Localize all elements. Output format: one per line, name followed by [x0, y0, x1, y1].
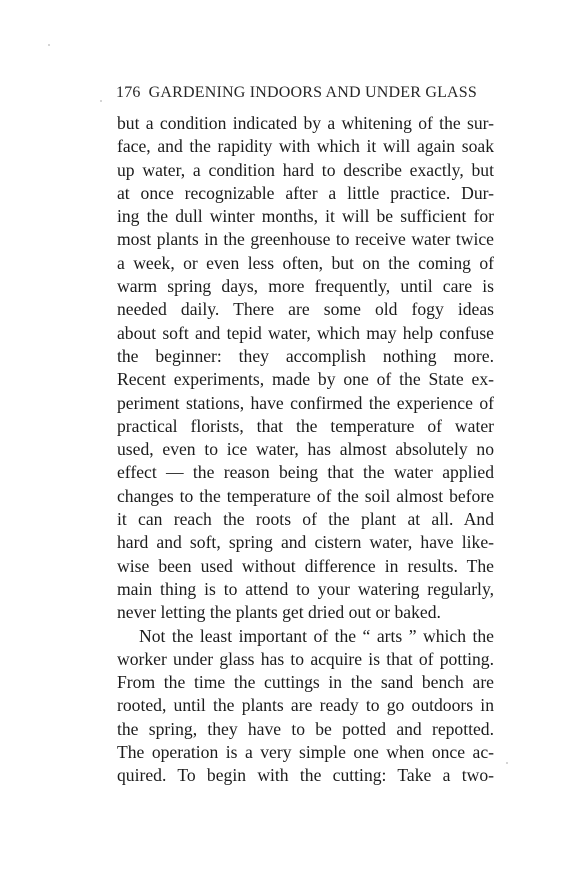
text-line: most plants in the greenhouse to receive water twice [117, 229, 494, 250]
paper-speck [48, 44, 50, 46]
text-line: periment stations, have confirmed the experience of [117, 392, 494, 413]
text-line: changes to the temperature of the soil almost before [117, 485, 494, 506]
text-line: effect — the reason being that the water applied [117, 462, 494, 483]
text-line: practical florists, that the temperature of water [117, 415, 494, 436]
text-line: The operation is a very simple one when once ac- [117, 742, 494, 763]
text-line-paragraph-end: never letting the plants get dried out or baked. [117, 602, 441, 623]
text-line: at once recognizable after a little practice. Dur- [117, 182, 494, 203]
text-line: hard and soft, spring and cistern water, have like- [117, 532, 494, 553]
text-line: the spring, they have to be potted and repotted. [117, 718, 494, 739]
text-line: but a condition indicated by a whitening of the sur- [117, 113, 494, 133]
text-line: main thing is to attend to your watering regularly, [117, 578, 494, 599]
body-text [117, 112, 494, 788]
text-line: it can reach the roots of the plant at all. And [117, 509, 494, 530]
text-line: ing the dull winter months, it will be sufficient for [117, 206, 494, 227]
running-header [116, 84, 496, 102]
page-number: 176 [116, 84, 141, 101]
paper-speck [506, 762, 508, 764]
text-line: From the time the cuttings in the sand bench are [117, 672, 494, 693]
text-line: worker under glass has to acquire is that of potting. [117, 648, 494, 669]
text-line: warm spring days, more frequently, until care is [117, 276, 494, 297]
text-line: about soft and tepid water, which may help confuse [117, 322, 494, 343]
text-line: the beginner: they accomplish nothing more. [117, 345, 494, 366]
text-line: rooted, until the plants are ready to go outdoors in [117, 695, 494, 716]
text-line: Recent experiments, made by one of the State ex- [117, 369, 494, 390]
text-line: wise been used without difference in results. The [117, 555, 494, 576]
text-line: needed daily. There are some old fogy ideas [117, 299, 494, 320]
paper-speck [100, 100, 102, 102]
text-line: a week, or even less often, but on the coming of [117, 252, 494, 273]
text-line: up water, a condition hard to describe exactly, but [117, 159, 494, 180]
text-line: face, and the rapidity with which it will again soak [117, 136, 494, 157]
text-line: used, even to ice water, has almost absolutely no [117, 439, 494, 460]
running-head-title: GARDENING INDOORS AND UNDER GLASS [148, 84, 477, 101]
text-line-paragraph-start: Not the least important of the “ arts ” which the [139, 625, 494, 646]
text-line: quired. To begin with the cutting: Take a two- [117, 765, 494, 786]
